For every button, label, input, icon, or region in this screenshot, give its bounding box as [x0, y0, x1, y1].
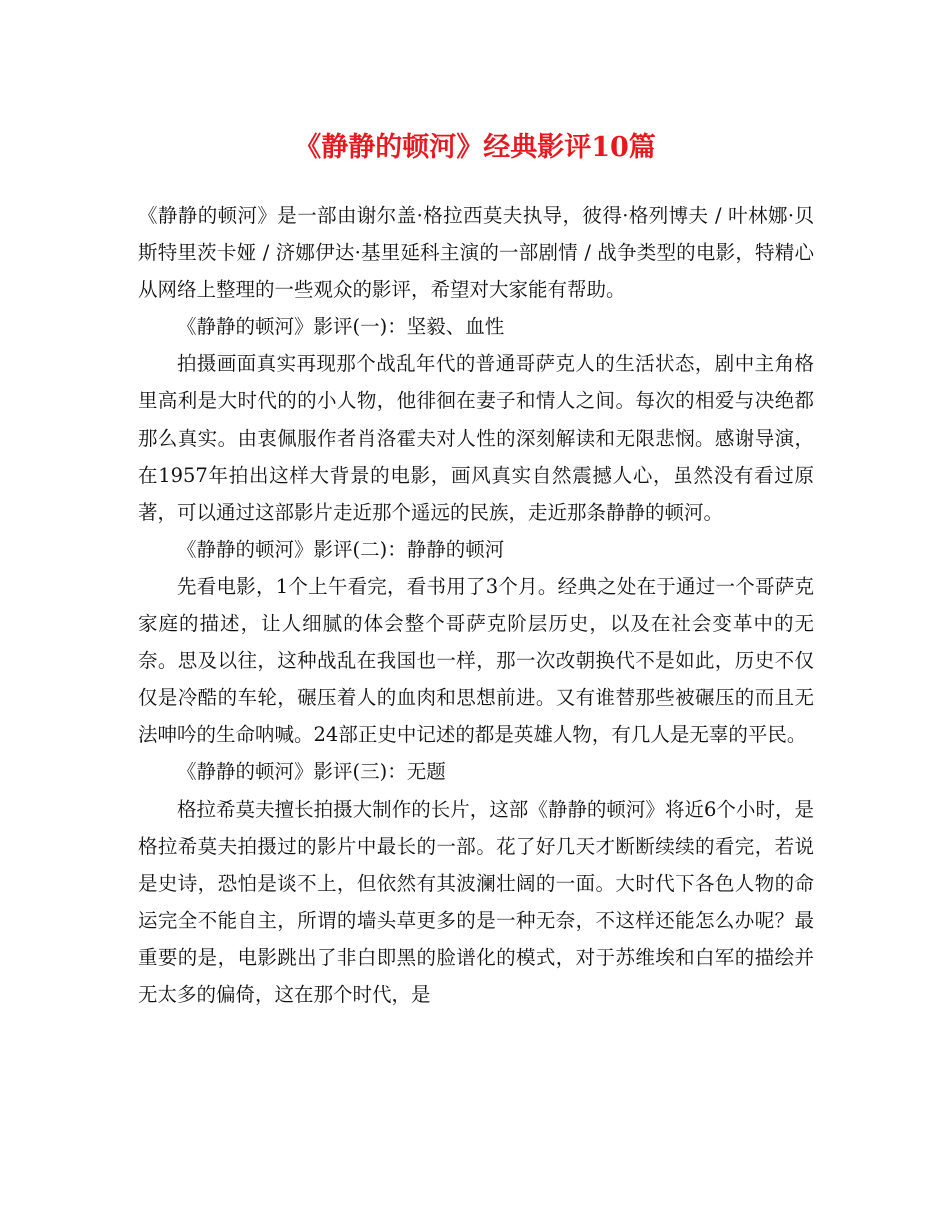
review-3-paragraph: 格拉希莫夫擅长拍摄大制作的长片，这部《静静的顿河》将近6个小时，是格拉希莫夫拍摄过的影片中最长的一部。花了好几天才断断续续的看完，若说是史诗，恐怕是谈不上，但依然有其波澜壮阔的一面。大时代下各色人物的命运完全不能自主，所谓的墙头草更多的是一种无奈，不这样还能怎么办呢？最重要的是，电影跳出了非白即黑的脸谱化的模式，对于苏维埃和白军的描绘并无太多的偏倚，这在那个时代，是 [138, 797, 814, 1006]
intro-paragraph: 《静静的顿河》是一部由谢尔盖·格拉西莫夫执导，彼得·格列博夫 / 叶林娜·贝斯特里茨卡娅 / 济娜伊达·基里延科主演的一部剧情 / 战争类型的电影，特精心从网络上整理的一些观众的影评，希望对大家能有帮助。 [138, 204, 814, 302]
review-2-heading: 《静静的顿河》影评(二)：静静的顿河 [177, 537, 505, 561]
review-2-paragraph: 先看电影，1个上午看完，看书用了3个月。经典之处在于通过一个哥萨克家庭的描述，让人细腻的体会整个哥萨克阶层历史，以及在社会变革中的无奈。思及以往，这种战乱在我国也一样，那一次改朝换代不是如此，历史不仅仅是冷酷的车轮，碾压着人的血肉和思想前进。又有谁替那些被碾压的而且无法呻吟的生命呐喊。24部正史中记述的都是英雄人物，有几人是无辜的平民。 [138, 574, 814, 747]
review-1-heading: 《静静的顿河》影评(一)：坚毅、血性 [177, 315, 505, 339]
review-3-heading: 《静静的顿河》影评(三)：无题 [177, 760, 446, 784]
document-body [138, 197, 814, 1013]
page-title: 《静静的顿河》经典影评10篇 [294, 132, 656, 163]
review-1-paragraph: 拍摄画面真实再现那个战乱年代的普通哥萨克人的生活状态，剧中主角格里高利是大时代的的小人物，他徘徊在妻子和情人之间。每次的相爱与决绝都那么真实。由衷佩服作者肖洛霍夫对人性的深刻解读和无限悲悯。感谢导演，在1957年拍出这样大背景的电影，画风真实自然震撼人心，虽然没有看过原著，可以通过这部影片走近那个遥远的民族，走近那条静静的顿河。 [138, 352, 814, 524]
